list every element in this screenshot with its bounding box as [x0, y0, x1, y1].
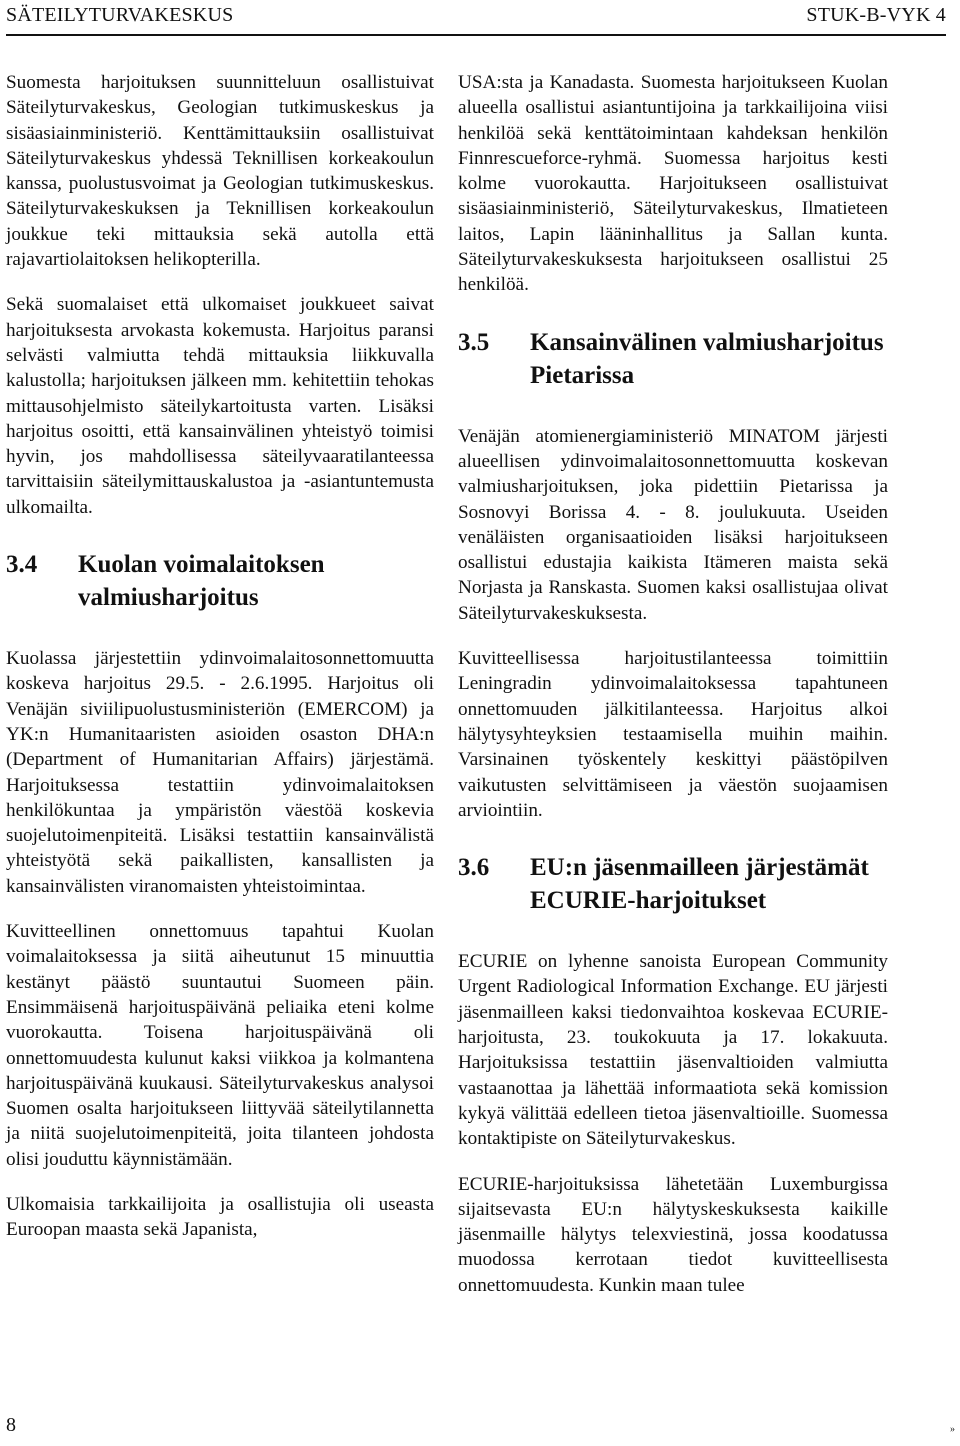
paragraph-fictitious-accident: Kuvitteellinen onnettomuus tapahtui Kuolan voimalaitoksessa ja siitä aiheutunut 15 minuuttia kestänyt päästö suuntautui Suomeen päin. Ensimmäisenä harjoituspäivänä peliaika eteni kolme vuorokautta. Toisena harjoituspäivänä oli onnettomuudesta kulunut kaksi viikkoa ja kolmantena harjoituspäivänä kuukausi. Säteilyturvakeskus analysoi Suomen osalta harjoitukseen liittyvää säteilytilannetta ja niitä suojelutoimenpiteitä, joita tilanteen johdosta olisi jouduttu käynnistämään. — [6, 921, 434, 1170]
section-title: Kansainvälinen valmiusharjoitus Pietarissa — [530, 328, 884, 389]
left-column — [6, 70, 434, 1243]
corner-mark: » — [950, 1424, 955, 1435]
section-number: 3.5 — [458, 328, 490, 356]
section-title: Kuolan voimalaitoksen valmiusharjoitus — [78, 551, 325, 612]
paragraph-ecurie-definition: ECURIE on lyhenne sanoista European Community Urgent Radiological Information Exchange. EU järjesti jäsenmailleen kaksi tiedonvaihtoa koskevaa ECURIE-harjoitusta, 23. toukokuuta ja 17. lokakuuta. Harjoituksissa testattiin jäsenvaltioiden valmiutta vastaanottaa ja lähettää informaatiota sekä komission kykyä välittää edelleen tietoa jäsenvaltioille. Suomessa kontaktipiste on Säteilyturvakeskus. — [458, 951, 888, 1150]
paragraph-foreign-observers: Ulkomaisia tarkkailijoita ja osallistujia oli useasta Euroopan maasta sekä Japanista, — [6, 1193, 434, 1241]
page-number: 8 — [6, 1414, 16, 1436]
section-number: 3.6 — [458, 854, 490, 882]
right-column — [458, 70, 888, 1298]
header-report-id: STUK-B-VYK 4 — [806, 4, 946, 26]
running-header — [6, 0, 946, 36]
paragraph-kola-exercise: Kuolassa järjestettiin ydinvoimalaitosonnettomuutta koskeva harjoitus 29.5. - 2.6.1995. Harjoitus oli Venäjän siviilipuolustusministeriön (EMERCOM) ja YK:n Humanitaaristen asioiden osaston DHA:n (Department of Humanitarian Affairs) järjestämä. Harjoituksessa testattiin ydinvoimalaitoksen henkilökuntaa ja ympäristön väestöä koskevia suojelutoimenpiteitä. Lisäksi testattiin kansainvälistä yhteistyötä sekä paikallisten, kansallisten ja kansainvälisten viranomaisten yhteistoimintaa. — [6, 648, 434, 897]
header-organization: SÄTEILYTURVAKESKUS — [6, 4, 234, 26]
paragraph-leningrad-scenario: Kuvitteellisessa harjoitustilanteessa toimittiin Leningradin ydinvoimalaitoksessa tapahtuneen onnettomuuden jälkitilanteessa. Harjoitus alkoi hälytysyhteyksien testaamisella muihin maihin. Varsinainen työskentely keskittyi päästöpilven vaikutusten selvittämiseen ja väestön suojaamisen arviointiin. — [458, 648, 888, 821]
section-heading-3-5 — [458, 326, 888, 392]
paragraph-experience: Sekä suomalaiset että ulkomaiset joukkueet saivat harjoituksesta arvokasta kokemusta. Harjoitus paransi selvästi valmiutta tehdä mittauksia liikkuvalla kalustolla; harjoituksen jälkeen mm. kehitettiin tehokas mittausohjelmisto säteilykartoitusta varten. Lisäksi harjoitus osoitti, että kansainvälinen yhteistyö toimisi hyvin, jos mahdollisessa säteilyvaaratilanteessa tarvittaisiin säteilymittauskalustoa ja -asiantuntemusta ulkomailta. — [6, 294, 434, 518]
section-number: 3.4 — [6, 551, 38, 579]
section-heading-3-4 — [6, 548, 434, 614]
section-title: EU:n jäsenmailleen järjestämät ECURIE-harjoitukset — [530, 854, 869, 915]
paragraph-kola-participants: USA:sta ja Kanadasta. Suomesta harjoitukseen Kuolan alueella osallistui asiantuntijoina ja tarkkailijoina viisi henkilöä sekä kenttätoimintaan kahdeksan henkilön Finnrescueforce-ryhmä. Suomessa harjoitus kesti kolme vuorokautta. Harjoitukseen osallistuivat sisäasiainministeriö, Säteilyturvakeskus, Ilmatieteen laitos, Lapin lääninhallitus ja Sallan kunta. Säteilyturvakeskuksesta harjoitukseen osallistui 25 henkilöä. — [458, 72, 888, 296]
section-heading-3-6 — [458, 851, 888, 917]
paragraph-minatom-exercise: Venäjän atomienergiaministeriö MINATOM järjesti alueellisen ydinvoimalaitosonnettomuutta koskevan valmiusharjoituksen, joka pidettiin Pietarissa ja Sosnovyi Borissa 4. - 8. joulukuuta. Useiden venäläisten organisaatioiden lisäksi harjoitukseen osallistui edustajia kaikista Itämeren maista sekä Norjasta ja Ranskasta. Suomen kaksi osallistujaa olivat Säteilyturvakeskuksesta. — [458, 425, 888, 624]
paragraph-finnish-participation: Suomesta harjoituksen suunnitteluun osallistuivat Säteilyturvakeskus, Geologian tutkimuskeskus ja sisäasiainministeriö. Kenttämittauksiin osallistuivat Säteilyturvakeskus yhdessä Teknillisen korkeakoulun kanssa, puolustusvoimat ja Geologian tutkimuskeskus. Säteilyturvakeskuksen ja Teknillisen korkeakoulun joukkue teki mittauksia sekä autolla että rajavartiolaitoksen helikopterilla. — [6, 72, 434, 271]
paragraph-ecurie-alert: ECURIE-harjoituksissa lähetetään Luxemburgissa sijaitsevasta EU:n hälytyskeskuksesta kaikille jäsenmaille hälytys telexviestinä, jossa koodatussa muodossa kerrotaan tiedot kuvitteellisesta onnettomuudesta. Kunkin maan tulee — [458, 1173, 888, 1296]
